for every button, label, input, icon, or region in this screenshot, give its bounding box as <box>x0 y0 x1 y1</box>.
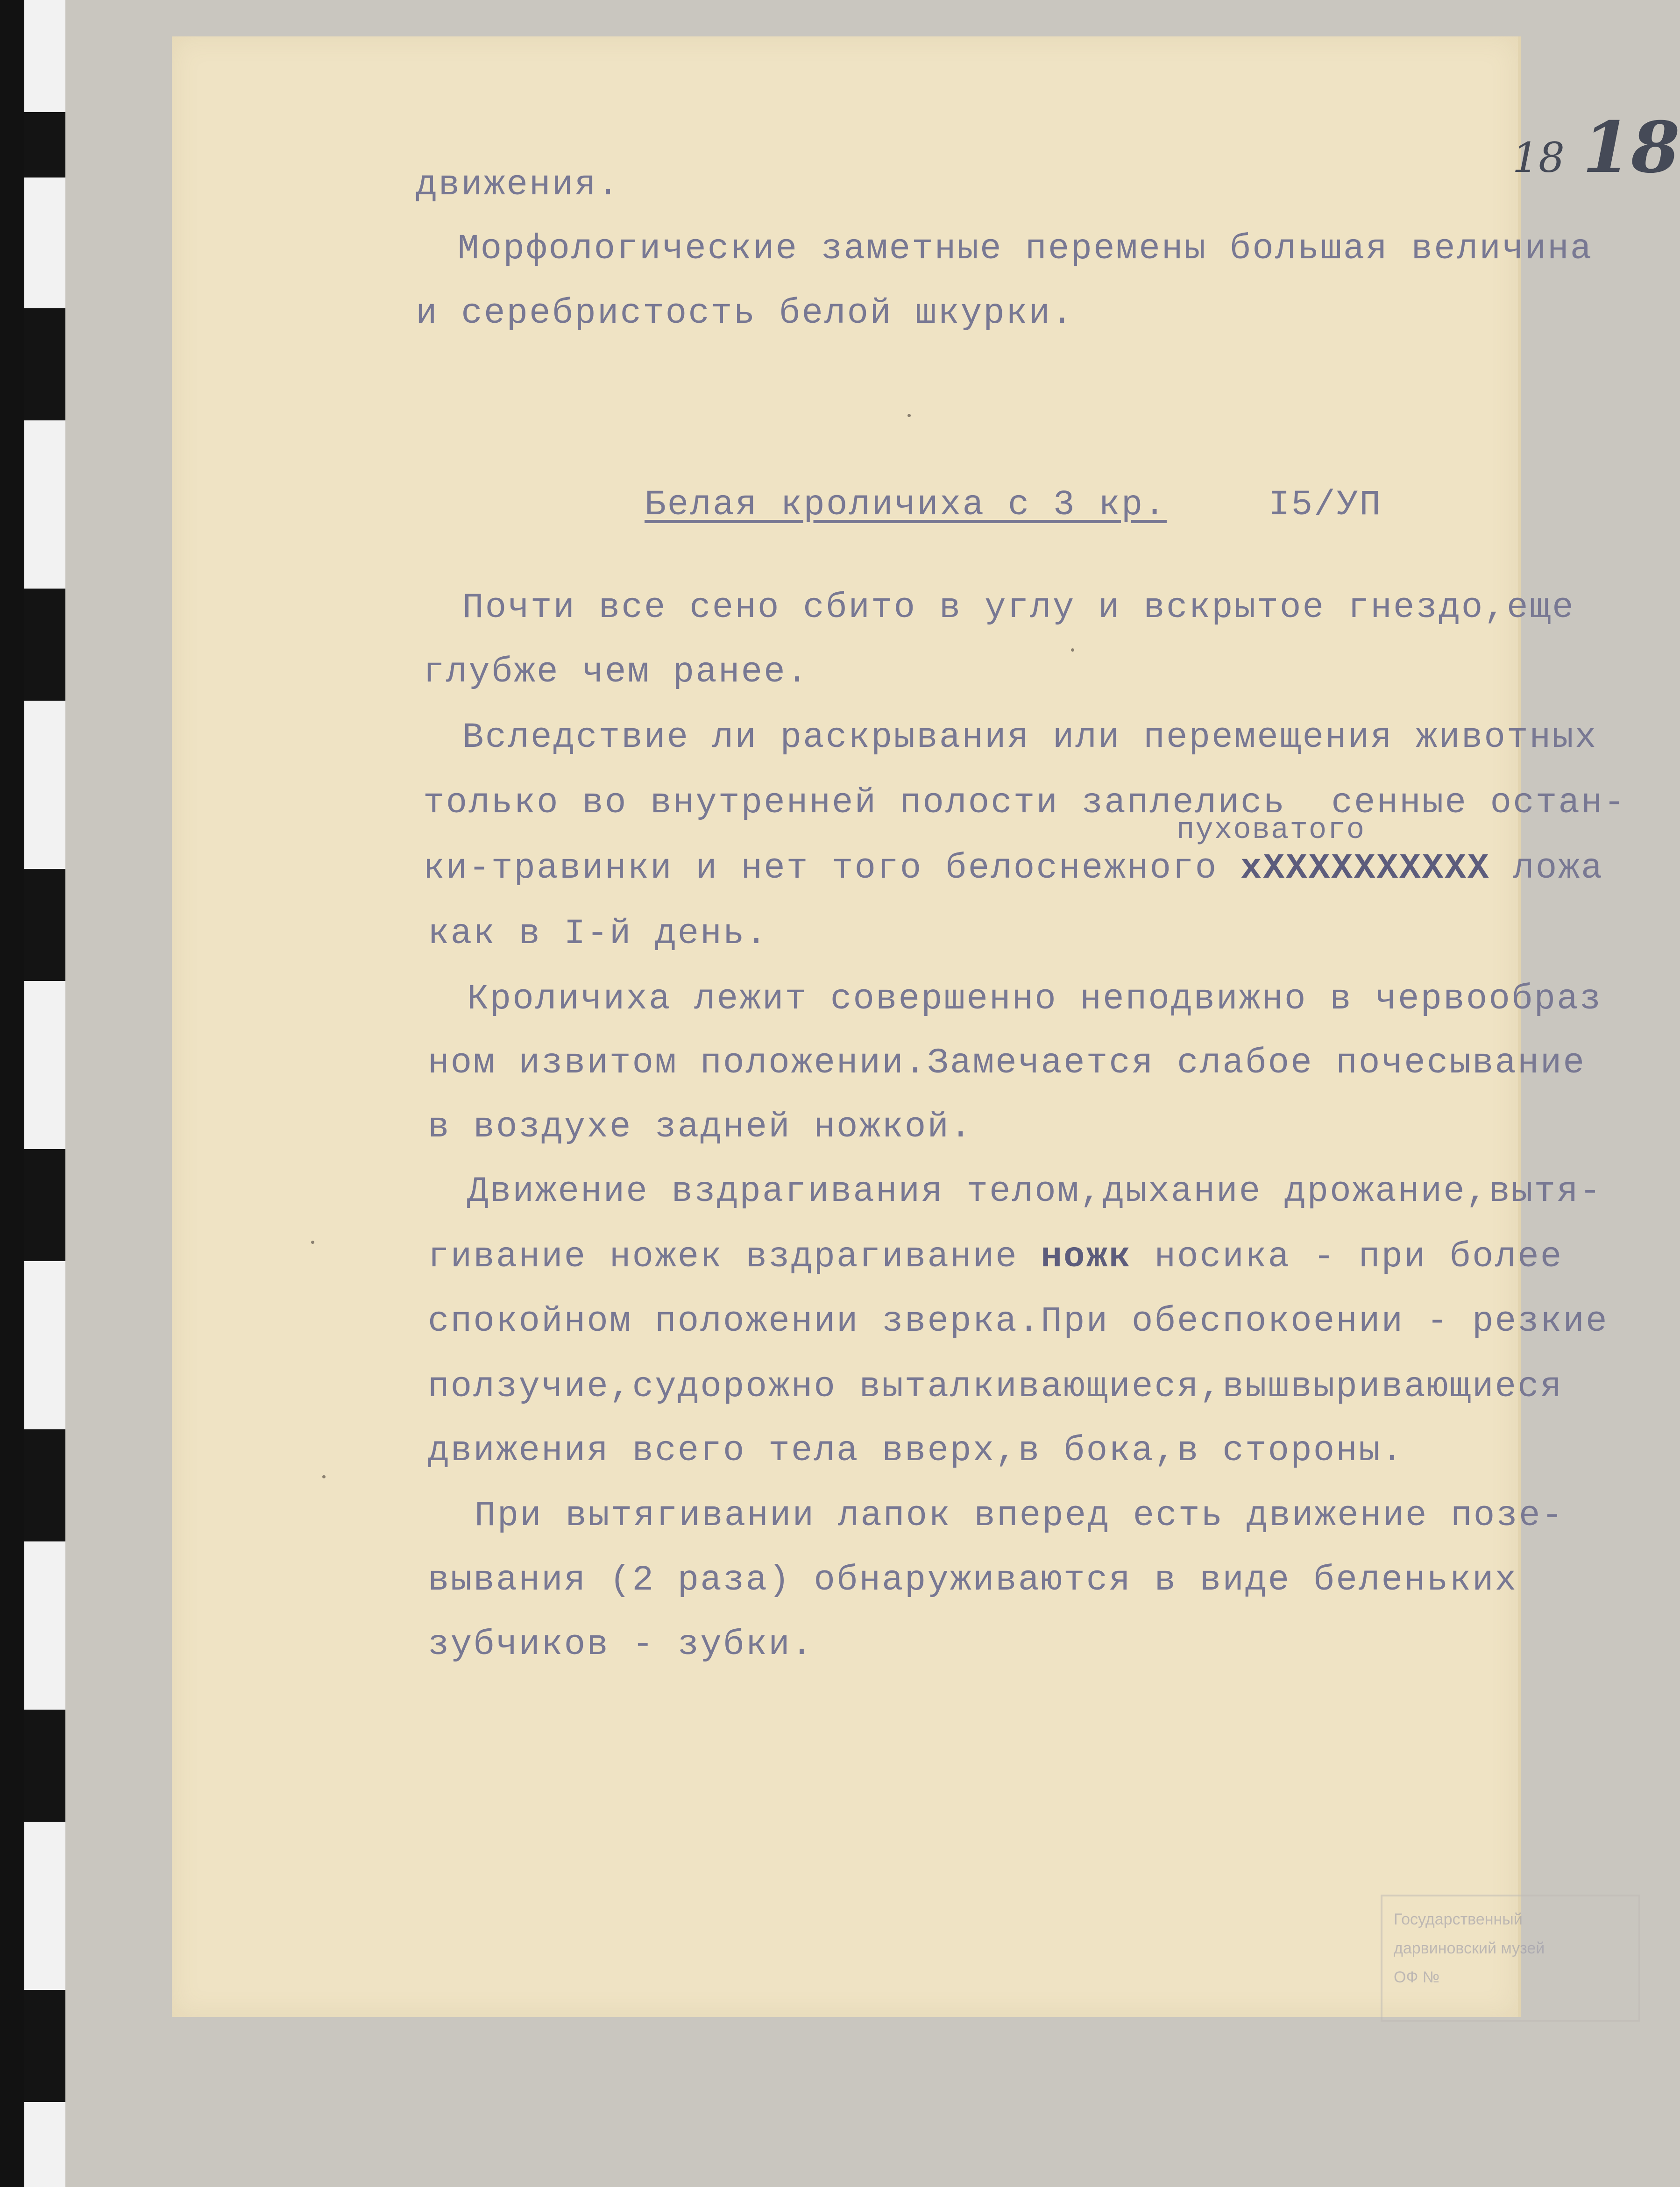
text-line: движения. <box>416 165 620 205</box>
text-line: как в I-й день. <box>428 914 769 954</box>
paper-speck <box>322 1475 326 1478</box>
text-line <box>428 1237 1563 1277</box>
text-line: Морфологические заметные перемены большая величина <box>458 229 1593 269</box>
text-line <box>423 848 1604 888</box>
stamp-line: Государственный <box>1394 1910 1523 1928</box>
struck-out-text: хXXXXXXXXXX <box>1240 848 1490 888</box>
scale-block <box>24 1990 65 2102</box>
text-fragment: ложа <box>1490 848 1604 888</box>
scale-block <box>24 308 65 420</box>
typed-insertion: пуховатого <box>1177 814 1366 847</box>
text-fragment: ки-травинки и нет того белоснежного <box>423 848 1241 888</box>
stamp-line: ОФ № <box>1394 1968 1440 1986</box>
text-line: Вследствие ли раскрывания или перемещения животных <box>462 717 1598 758</box>
text-line: зубчиков - зубки. <box>428 1625 814 1665</box>
text-line: вывания (2 раза) обнаруживаются в виде беленьких <box>428 1560 1518 1600</box>
ink-folio-number: 18 <box>1582 107 1680 189</box>
archive-stamp <box>1381 1895 1640 2022</box>
paper-speck <box>907 414 911 417</box>
text-line: глубже чем ранее. <box>423 652 809 692</box>
text-line: ном извитом положении.Замечается слабое почесывание <box>428 1043 1586 1083</box>
text-line: движения всего тела вверх,в бока,в стороны. <box>428 1431 1404 1471</box>
scale-black-band <box>0 0 24 2187</box>
entry-heading: Белая кроличиха с 3 кр. <box>645 485 1167 525</box>
color-scale-strip <box>0 0 65 2187</box>
text-fragment: гивание ножек вздрагивание <box>428 1237 1041 1277</box>
scale-block <box>24 1429 65 1541</box>
scale-block <box>24 112 65 178</box>
text-fragment: носика - при более <box>1131 1237 1563 1277</box>
paper-speck <box>311 1241 314 1244</box>
pencil-folio-number: 18 <box>1512 134 1565 182</box>
text-line: Кроличиха лежит совершенно неподвижно в червообраз <box>467 979 1602 1019</box>
text-line: спокойном положении зверка.При обеспокоении - резкие <box>428 1301 1609 1342</box>
stamp-line: дарвиновский музей <box>1394 1939 1545 1957</box>
scale-block <box>24 589 65 701</box>
text-line: Почти все сено сбито в углу и вскрытое гнездо,еще <box>462 588 1575 628</box>
text-line: При вытягивании лапок вперед есть движение позе- <box>475 1496 1565 1536</box>
text-line: и серебристость белой шкурки. <box>416 293 1074 334</box>
text-line: только во внутренней полости заплелись сенные остан- <box>423 783 1627 823</box>
text-line: Движение вздрагивания телом,дыхание дрожание,вытя- <box>467 1172 1602 1212</box>
struck-out-text: ножк <box>1041 1237 1132 1277</box>
text-line: ползучие,судорожно выталкивающиеся,вышвыривающиеся <box>428 1367 1563 1407</box>
entry-date: I5/УП <box>1269 485 1382 525</box>
paper-speck <box>1071 648 1074 652</box>
scale-block <box>24 869 65 981</box>
scale-block <box>24 1710 65 1822</box>
folio-number <box>1512 107 1680 189</box>
text-line: в воздухе задней ножкой. <box>428 1107 973 1147</box>
scale-block <box>24 1149 65 1261</box>
document-page <box>172 36 1680 2017</box>
